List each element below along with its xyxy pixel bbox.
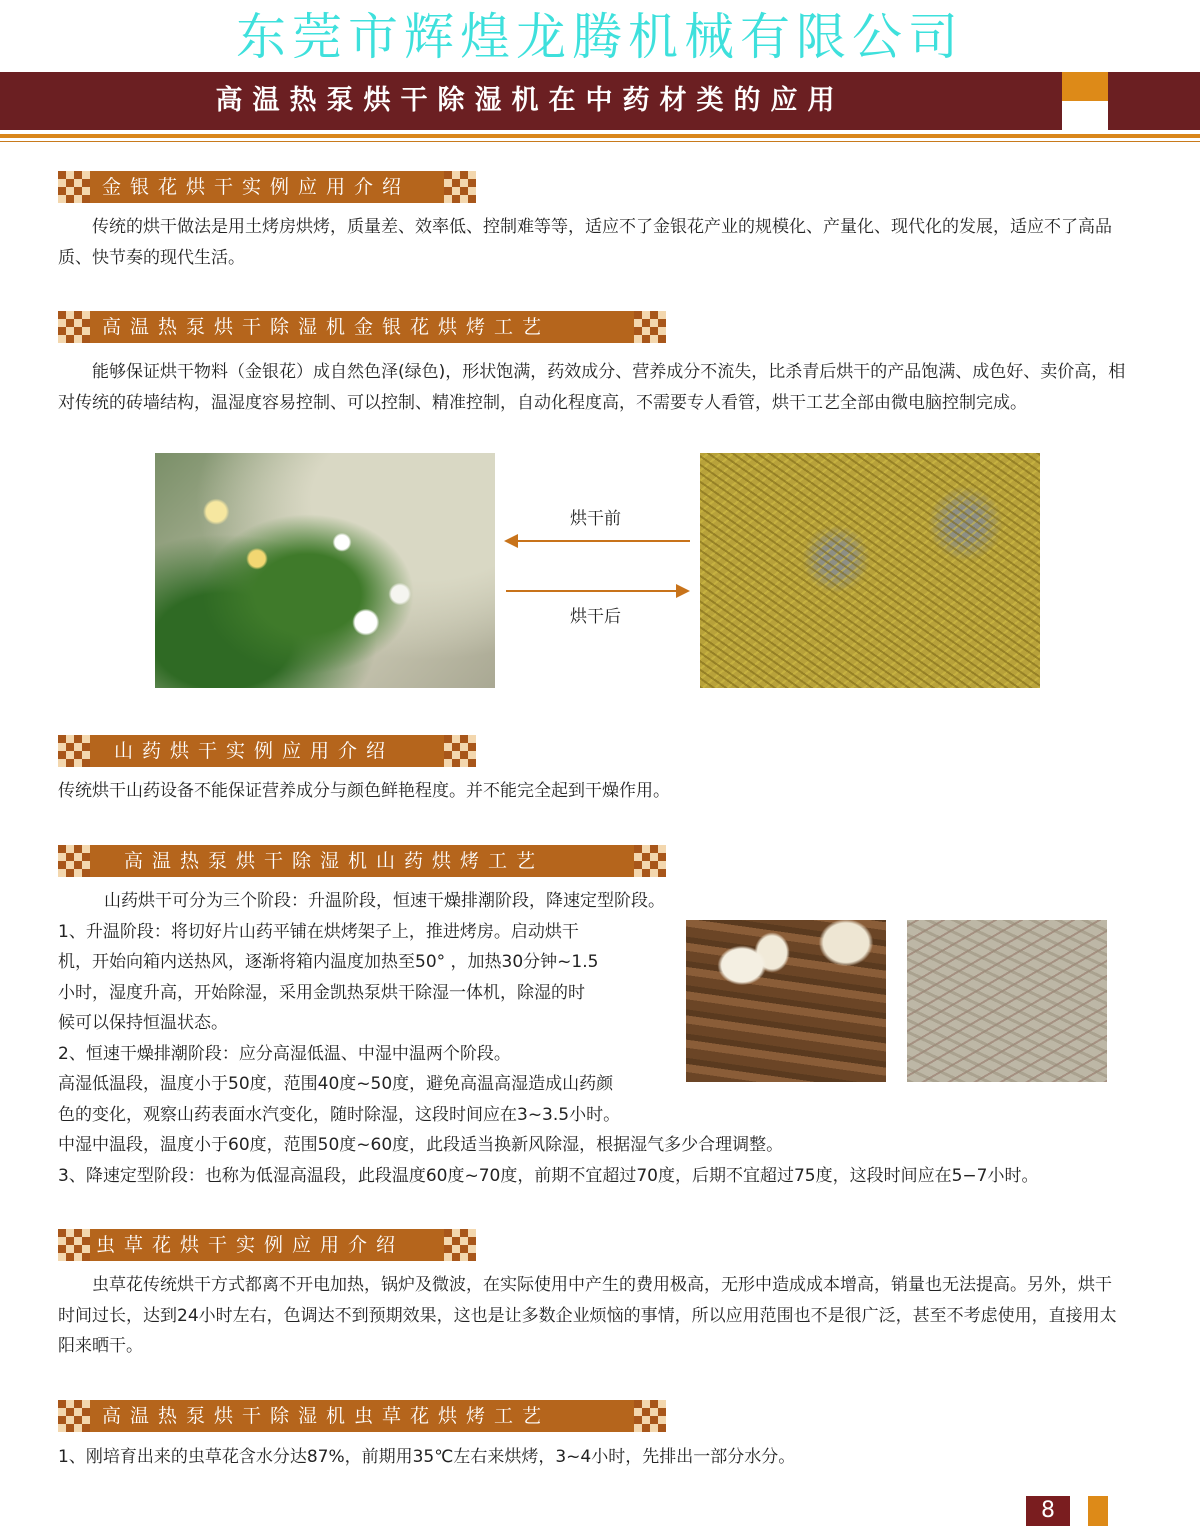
yam-stage2-line1: 2、恒速干燥排潮阶段：应分高湿低温、中湿中温两个阶段。 <box>58 1043 511 1064</box>
yam-intro-text: 传统烘干山药设备不能保证营养成分与颜色鲜艳程度。并不能完全起到干燥作用。 <box>58 781 670 801</box>
header-rule-thin <box>0 141 1200 142</box>
section-heading-yam-intro: 山药烘干实例应用介绍 <box>58 735 476 767</box>
section-heading-cordyceps-intro: 虫草花烘干实例应用介绍 <box>58 1229 476 1261</box>
title-banner <box>0 72 1200 130</box>
page-number-decoration <box>1088 1496 1108 1526</box>
cordyceps-intro-text: 虫草花传统烘干方式都离不开电加热，锅炉及微波，在实际使用中产生的费用极高，无形中造成成本增高，销量也无法提高。另外，烘干时间过长，达到24小时左右，色调达不到预期效果，这也是让多数企业烦恼的事情，所以应用范围也不是很广泛，甚至不考虑使用，直接用太阳来晒干。 <box>58 1275 1117 1356</box>
after-drying-label: 烘干后 <box>570 607 621 627</box>
yam-stage1-line3: 小时，湿度升高，开始除湿，采用金凯热泵烘干除湿一体机，除湿的时 <box>58 982 585 1003</box>
arrow-right-icon <box>506 590 678 592</box>
fresh-honeysuckle-photo <box>155 453 495 688</box>
honeysuckle-process-text: 能够保证烘干物料（金银花）成自然色泽(绿色)，形状饱满，药效成分、营养成分不流失，比杀青后烘干的产品饱满、成色好、卖价高，相对传统的砖墙结构，温湿度容易控制、可以控制、精准控制，自动化程度高，不需要专人看管，烘干工艺全部由微电脑控制完成。 <box>58 362 1126 413</box>
company-name: 东莞市辉煌龙腾机械有限公司 <box>236 8 964 66</box>
page-number: 8 <box>1026 1496 1070 1526</box>
yam-stage1-line2: 机，开始向箱内送热风，逐渐将箱内温度加热至50° ，加热30分钟~1.5 <box>58 952 599 972</box>
banner-decoration <box>1062 72 1108 130</box>
page-title: 高温热泵烘干除湿机在中药材类的应用 <box>215 85 845 116</box>
section-heading-honeysuckle-process: 高温热泵烘干除湿机金银花烘烤工艺 <box>58 311 666 343</box>
before-drying-label: 烘干前 <box>570 509 621 529</box>
yam-stage1-line4: 候可以保持恒温状态。 <box>58 1013 228 1033</box>
honeysuckle-intro-text: 传统的烘干做法是用土烤房烘烤，质量差、效率低、控制难等等，适应不了金银花产业的规模化、产量化、现代化的发展，适应不了高品质、快节奏的现代生活。 <box>58 217 1112 268</box>
yam-stage2-line4: 中湿中温段，温度小于60度，范围50度~60度，此段适当换新风除湿，根据湿气多少合理调整。 <box>58 1135 784 1155</box>
section-heading-yam-process: 高温热泵烘干除湿机山药烘烤工艺 <box>58 845 666 877</box>
header-rule <box>0 134 1200 138</box>
section-heading-honeysuckle-intro: 金银花烘干实例应用介绍 <box>58 171 476 203</box>
yam-stage2-line2: 高湿低温段，温度小于50度，范围40度~50度，避免高温高湿造成山药颜 <box>58 1074 614 1094</box>
yam-stage1-line1: 1、升温阶段：将切好片山药平铺在烘烤架子上，推进烤房。启动烘干 <box>58 921 579 942</box>
cordyceps-process-text: 1、刚培育出来的虫草花含水分达87%，前期用35℃左右来烘烤，3~4小时，先排出一部分水分。 <box>58 1447 796 1467</box>
dried-honeysuckle-photo <box>700 453 1040 688</box>
arrow-left-icon <box>516 540 690 542</box>
yam-stage-overview: 山药烘干可分为三个阶段：升温阶段，恒速干燥排潮阶段，降速定型阶段。 <box>104 891 665 911</box>
yam-stage2-line3: 色的变化，观察山药表面水汽变化，随时除湿，这段时间应在3~3.5小时。 <box>58 1104 621 1125</box>
fresh-yam-photo <box>686 920 886 1082</box>
yam-stage3-line: 3、降速定型阶段：也称为低湿高温段，此段温度60度~70度，前期不宜超过70度，后期不宜超过75度，这段时间应在5−7小时。 <box>58 1165 1039 1186</box>
section-heading-cordyceps-process: 高温热泵烘干除湿机虫草花烘烤工艺 <box>58 1400 666 1432</box>
dried-yam-slices-photo <box>907 920 1107 1082</box>
